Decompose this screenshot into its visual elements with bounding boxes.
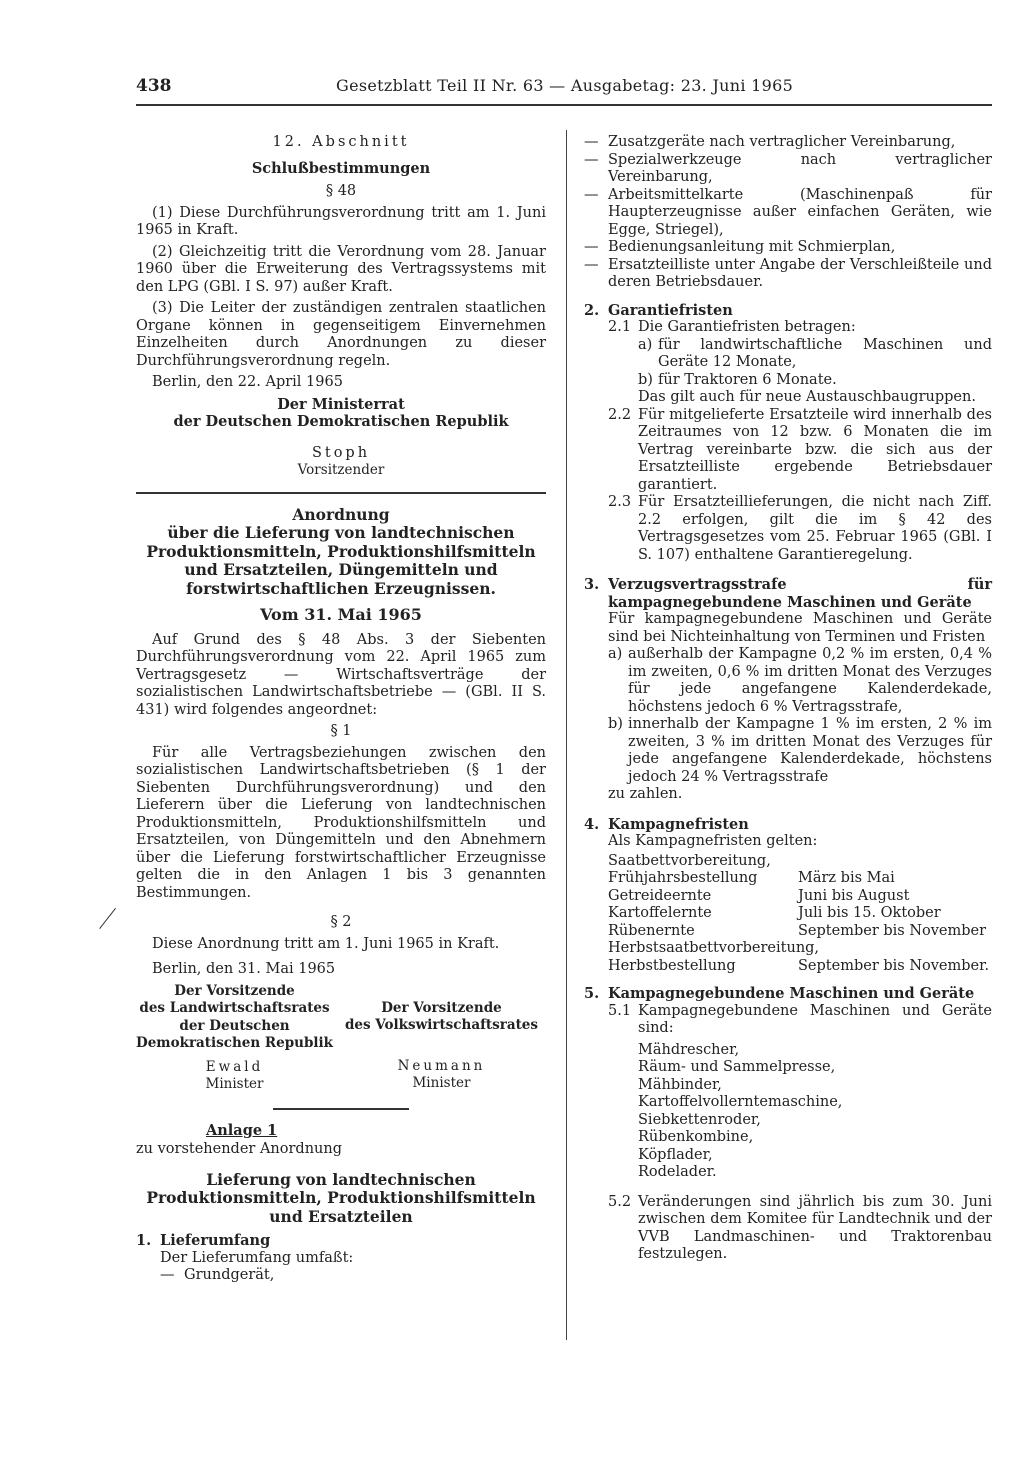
paragraph-1-heading: § 1 [330,723,352,739]
sub-text: für landwirtschaftliche Maschinen und Geräte 12 Monate, [658,336,992,370]
sub-2-3 [608,494,992,564]
item-1 [136,1232,546,1250]
list-item: Rodelader. [638,1164,717,1180]
preamble: Auf Grund des § 48 Abs. 3 der Siebenten Durchführungsverordnung vom 22. April 1965 zum Vertragsgesetz — Wirtschaftsverträge der sozialistischen Landwirtschaftsbetriebe — (GBl. II S. 431) wird folgendes angeordnet: [136,631,546,718]
item-1-text: Der Lieferumfang umfaßt: [160,1249,354,1266]
sub-text: Für mitgelieferte Ersatzteile wird innerhalb des Zeitraumes von 12 bzw. 6 Monaten die im Vertrag vereinbarte bzw. die sich aus der Ersatzteilliste ergebende Betriebsdauer garantiert. [638,406,992,493]
list-item: Mähdrescher, [638,1041,740,1058]
sig-right-line-1: Der Vorsitzende [381,999,502,1016]
sig-left-line-4: Demokratischen Republik [136,1035,334,1051]
anlage-title: Anlage 1 [206,1121,278,1139]
paragraph-48-2: (2) Gleichzeitig tritt die Verordnung vom 28. Januar 1960 über die Erweiterung des Vertragssystems mit den LPG (GBl. I S. 97) außer Kraft. [136,243,546,295]
table-cell: Herbstbestellung [608,957,736,974]
sub-number: 2.2 [608,406,632,423]
sig-left-line-1: Der Vorsitzende [174,982,295,999]
paragraph-2-heading: § 2 [330,914,352,930]
table-row [608,940,992,958]
item-1-dash-1: — Grundgerät, [160,1267,546,1285]
anordnung-date: Vom 31. Mai 1965 [260,605,422,624]
anordnung-title: Anordnung [292,504,390,524]
sub-text: Veränderungen sind jährlich bis zum 30. Juni zwischen dem Komitee für Landtechnik und der VVB Landmaschinen- und Traktorenbau festzulegen. [638,1193,992,1262]
item-1-number: 1. [136,1232,152,1249]
machine-list [638,1042,992,1182]
table-row [608,888,992,906]
sub-2-2 [608,407,992,495]
table-row [608,905,992,923]
table-cell: Juni bis August [798,887,910,904]
dash-item: — Spezialwerkzeuge nach vertraglicher Vereinbarung, [584,151,992,185]
section-heading: 12. Abschnitt [272,134,410,150]
sig-left-line-2: des Landwirtschaftsrates [139,1000,330,1016]
page-header [136,76,996,106]
signature-left [136,983,333,1094]
place-date-2: Berlin, den 31. Mai 1965 [152,961,336,977]
item-3-b: b) innerhalb der Kampagne 1 % im ersten, 2 % im zweiten, 3 % im dritten Monat des Verzuges für jede angefangene Kalenderdekade, höchstens jedoch 24 % Vertragsstrafe [608,716,992,785]
sig-right-line-2: des Volkswirtschaftsrates [344,1017,538,1033]
item-3-end: zu zahlen. [608,786,683,802]
right-column [584,134,992,1264]
authority-line-1: Der Ministerrat [277,395,405,413]
table-cell: Saatbettvorbereitung, [608,852,771,869]
item-5 [584,985,992,1003]
sub-2-1-note: Das gilt auch für neue Austauschbaugruppen. [638,389,976,405]
dash-text: Arbeitsmittelkarte (Maschinenpaß für Haupterzeugnisse außer einfachen Geräten, wie Egge, Striegel), [608,186,992,238]
list-item: Mähbinder, [638,1076,722,1093]
table-cell: Rübenernte [608,922,695,939]
paragraph-1-text: Für alle Vertragsbeziehungen zwischen den sozialistischen Landwirtschaftsbetrieben (§ 1 der Siebenten Durchführungsverordnung) und den Lieferern über die Lieferung von landtechnischen Produktionsmitteln, Produktionshilfsmitteln und Ersatzteilen, von Düngemitteln und den Abnehmern über die Lieferung forstwirtschaftlicher Erzeugnisse gelten die in den Anlagen 1 bis 3 genannten Bestimmungen. [136,744,546,901]
sub-text: Kampagnegebundene Maschinen und Geräte sind: [638,1002,992,1036]
table-cell [798,853,992,871]
dash-text: Zusatzgeräte nach vertraglicher Vereinbarung, [608,134,956,150]
list-item: Siebkettenroder, [638,1111,761,1128]
paragraph-2-text: Diese Anordnung tritt am 1. Juni 1965 in Kraft. [152,935,500,952]
short-divider [273,1108,409,1110]
paragraph-48-1: (1) Diese Durchführungsverordnung tritt am 1. Juni 1965 in Kraft. [136,204,546,238]
table-cell: Getreideernte [608,887,712,904]
item-4-title: Kampagnefristen [608,815,749,833]
dash-text: Grundgerät, [184,1267,275,1283]
paragraph-48-heading: § 48 [325,183,357,199]
table-cell: September bis November [798,922,987,939]
sig-left-line-3: der Deutschen [179,1017,290,1034]
campaign-table [608,853,992,976]
sig-right-name: Neumann [397,1057,486,1074]
dash-item: — Bedienungsanleitung mit Schmierplan, [584,239,992,257]
section-title: Schlußbestimmungen [251,159,431,177]
left-column [136,134,546,1285]
table-row [608,958,992,976]
table-row [608,853,992,871]
item-3-a: a) außerhalb der Kampagne 0,2 % im ersten, 0,4 % im zweiten, 0,6 % im dritten Monat des Verzuges für jede angefangene Kalenderdekade, höchstens jedoch 6 % Vertragsstrafe, [608,646,992,715]
list-item: Räum- und Sammelpresse, [638,1059,836,1075]
item-4-text: Als Kampagnefristen gelten: [608,833,818,849]
signer-role-1: Vorsitzender [297,462,385,478]
column-divider [566,130,567,1340]
table-cell: Herbstsaatbettvorbereitung, [608,940,820,956]
sub-5-2 [608,1194,992,1264]
authority-line-2: der Deutschen Demokratischen Republik [173,413,509,430]
dash-item: — Ersatzteilliste unter Angabe der Verschleißteile und deren Betriebsdauer. [584,256,992,290]
dash-text: Ersatzteilliste unter Angabe der Verschleißteile und deren Betriebsdauer. [608,256,992,290]
signer-name-1: Stoph [311,444,371,461]
header-rule [136,104,992,106]
item-2-number: 2. [584,301,600,319]
sig-right-role: Minister [412,1075,471,1091]
dash-item: — Zusatzgeräte nach vertraglicher Vereinbarung, [584,134,992,152]
sub-5-1 [608,1003,992,1038]
page-number: 438 [136,76,172,96]
item-4 [584,816,992,834]
sub-2-1-b: b) für Traktoren 6 Monate. [638,372,992,390]
item-3-number: 3. [584,576,600,593]
item-5-number: 5. [584,985,600,1002]
item-3-title: Verzugsvertragsstrafe für kampagnegebundene Maschinen und Geräte [608,576,992,611]
table-cell: Frühjahrsbestellung [608,870,758,886]
header-title: Gesetzblatt Teil II Nr. 63 — Ausgabetag: 23. Juni 1965 [336,76,794,95]
item-4-number: 4. [584,815,600,833]
list-item: Köpflader, [638,1146,713,1163]
sub-number: 2.1 [608,319,632,335]
item-3-text: Für kampagnegebundene Maschinen und Geräte sind bei Nichteinhaltung von Terminen und Fristen [608,611,992,645]
signature-block [136,983,546,1094]
table-cell [819,940,992,958]
margin-mark [99,908,117,930]
sub-text: Die Garantiefristen betragen: [638,319,856,335]
item-5-title: Kampagnegebundene Maschinen und Geräte [608,985,975,1002]
dash-item: — Arbeitsmittelkarte (Maschinenpaß für Haupterzeugnisse außer einfachen Geräten, wie Egge, Striegel), [584,186,992,238]
item-2 [584,302,992,320]
section-divider [136,492,546,494]
anordnung-subject: über die Lieferung von landtechnischen Produktionsmitteln, Produktionshilfsmitteln und Ersatzteilen, Düngemitteln und forstwirtschaftlichen Erzeugnissen. [146,523,536,598]
item-3 [584,576,992,611]
sub-number: 5.2 [608,1193,632,1210]
sub-number: 2.3 [608,494,632,510]
table-row [608,923,992,941]
dash-text: Spezialwerkzeuge nach vertraglicher Vereinbarung, [608,151,992,185]
lieferung-title: Lieferung von landtechnischen Produktionsmitteln, Produktionshilfsmitteln und Ersatzteilen [146,1169,536,1226]
sub-text: innerhalb der Kampagne 1 % im ersten, 2 % im zweiten, 3 % im dritten Monat des Verzuges für jede angefangene Kalenderdekade, höchstens jedoch 24 % Vertragsstrafe [628,716,992,785]
sub-text: Für Ersatzteillieferungen, die nicht nach Ziff. 2.2 erfolgen, gilt die im § 42 des Vertragsgesetzes vom 25. Februar 1965 (GBl. I S. 107) enthaltene Garantieregelung. [638,494,992,563]
place-date-1: Berlin, den 22. April 1965 [152,374,343,390]
table-cell: März bis Mai [798,870,895,886]
sig-left-name: Ewald [205,1058,264,1075]
sub-number: 5.1 [608,1002,632,1019]
sig-left-role: Minister [205,1076,264,1092]
table-cell: September bis November. [798,957,990,974]
item-2-title: Garantiefristen [608,301,733,319]
dash-text: Bedienungsanleitung mit Schmierplan, [608,239,896,255]
table-cell: Juli bis 15. Oktober [798,905,941,921]
list-item: Kartoffelvollerntemaschine, [638,1094,843,1110]
table-cell: Kartoffelernte [608,905,712,921]
paragraph-48-3: (3) Die Leiter der zuständigen zentralen staatlichen Organe können in gegenseitigem Einvernehmen Einzelheiten durch Anordnungen zu dieser Durchführungsverordnung regeln. [136,300,546,369]
list-item: Rübenkombine, [638,1129,754,1145]
signature-right [345,983,538,1094]
anlage-subtitle: zu vorstehender Anordnung [136,1141,343,1157]
item-1-title: Lieferumfang [160,1232,271,1249]
sub-2-1 [608,319,992,337]
sub-text: außerhalb der Kampagne 0,2 % im ersten, 0,4 % im zweiten, 0,6 % im dritten Monat des Verzuges für jede angefangene Kalenderdekade, höchstens jedoch 6 % Vertragsstrafe, [628,646,992,715]
sub-text: für Traktoren 6 Monate. [658,371,837,388]
sub-2-1-a: a) für landwirtschaftliche Maschinen und Geräte 12 Monate, [638,336,992,370]
table-row [608,870,992,888]
dash-list [584,134,992,292]
